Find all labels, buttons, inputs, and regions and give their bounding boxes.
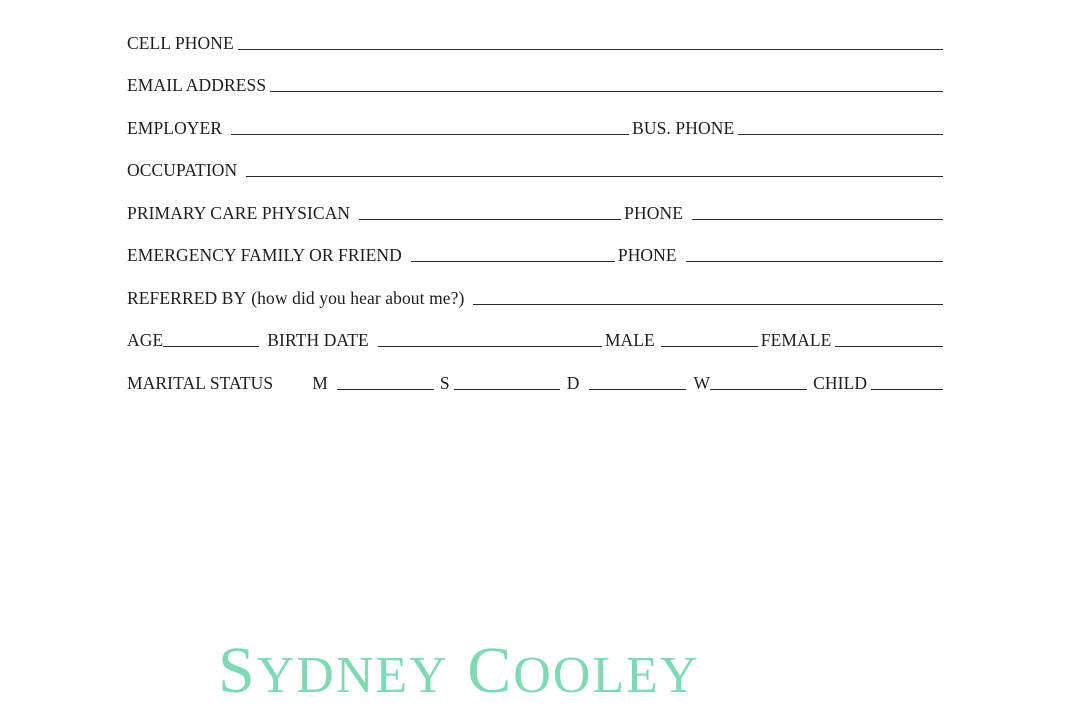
marital-m-label: M (312, 372, 328, 393)
marital-w-label: W (693, 372, 711, 393)
email-address-label: EMAIL ADDRESS (127, 75, 267, 95)
row-emergency (127, 223, 943, 266)
referred-by-hint: (how did you hear about me?) (251, 287, 465, 308)
emergency-field[interactable] (411, 244, 615, 262)
emergency-phone-field[interactable] (686, 244, 943, 262)
row-referred-by (127, 265, 943, 308)
birth-date-field[interactable] (378, 329, 602, 347)
row-age-birth-sex (127, 308, 943, 351)
emergency-label: EMERGENCY FAMILY OR FRIEND (127, 245, 402, 265)
female-label: FEMALE (760, 330, 832, 350)
employer-field[interactable] (231, 117, 629, 135)
primary-care-phone-label: PHONE (624, 202, 684, 223)
child-field[interactable] (871, 372, 943, 390)
row-cell-phone (127, 10, 943, 53)
brand-rest-2: OOLEY (513, 647, 700, 704)
cell-phone-field[interactable] (238, 32, 943, 50)
emergency-phone-label: PHONE (617, 245, 677, 265)
primary-care-label: PRIMARY CARE PHYSICAN (127, 202, 351, 223)
brand-initial-1: S (218, 634, 257, 707)
occupation-label: OCCUPATION (127, 160, 238, 180)
primary-care-phone-field[interactable] (692, 202, 943, 220)
row-employer (127, 95, 943, 138)
brand-logo (218, 634, 700, 707)
marital-d-label: D (566, 372, 580, 393)
occupation-field[interactable] (246, 159, 943, 177)
marital-m-field[interactable] (337, 372, 434, 390)
age-field[interactable] (163, 329, 259, 347)
bus-phone-field[interactable] (738, 117, 943, 135)
referred-by-label: REFERRED BY (127, 287, 247, 308)
referred-by-field[interactable] (473, 287, 943, 305)
age-label: AGE (127, 330, 164, 350)
marital-s-label: S (439, 372, 450, 393)
brand-initial-2: C (467, 634, 514, 707)
row-primary-care (127, 180, 943, 223)
intake-form (127, 10, 943, 393)
marital-d-field[interactable] (589, 372, 686, 390)
row-occupation (127, 138, 943, 181)
marital-s-field[interactable] (454, 372, 560, 390)
employer-label: EMPLOYER (127, 117, 223, 138)
row-marital-status (127, 350, 943, 393)
row-email (127, 53, 943, 96)
primary-care-field[interactable] (359, 202, 621, 220)
email-address-field[interactable] (270, 74, 943, 92)
cell-phone-label: CELL PHONE (127, 32, 234, 53)
marital-status-label: MARITAL STATUS (127, 372, 274, 393)
marital-w-field[interactable] (710, 372, 807, 390)
male-label: MALE (604, 330, 655, 350)
birth-date-label: BIRTH DATE (267, 330, 369, 350)
brand-rest-1: YDNEY (256, 647, 449, 704)
bus-phone-label: BUS. PHONE (632, 117, 735, 138)
female-field[interactable] (835, 329, 943, 347)
male-field[interactable] (661, 329, 758, 347)
child-label: CHILD (813, 372, 868, 393)
